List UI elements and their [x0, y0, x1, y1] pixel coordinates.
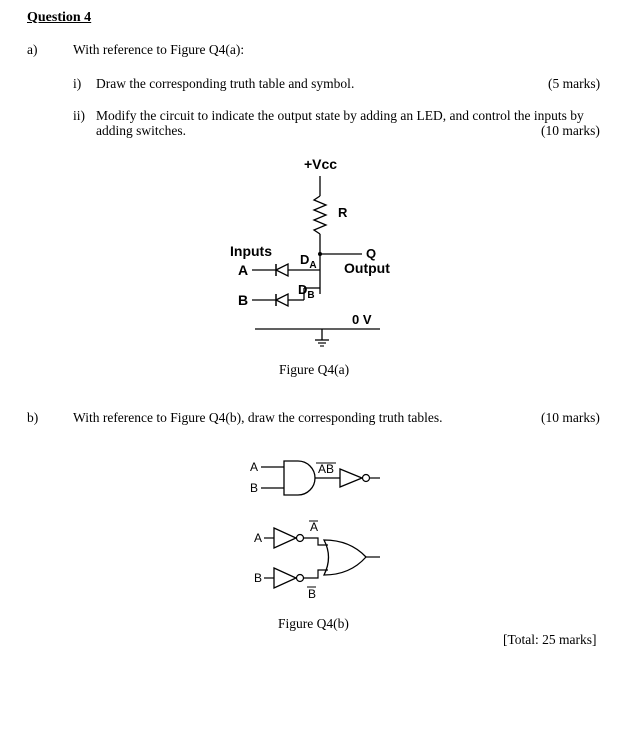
or-gate: [324, 540, 366, 575]
question-title: Question 4: [27, 10, 92, 25]
and-gate: [284, 461, 315, 495]
not-gate-a-bubble: [297, 535, 304, 542]
part-a-intro: With reference to Figure Q4(a):: [73, 42, 245, 57]
item-i-marks: (5 marks): [548, 76, 601, 91]
total-marks: [Total: 25 marks]: [503, 632, 597, 647]
part-b-label: b): [27, 410, 39, 425]
figure-q4a-caption: Figure Q4(a): [279, 362, 350, 377]
part-b-text: With reference to Figure Q4(b), draw the corresponding truth tables.: [73, 410, 443, 425]
resistor-label: R: [338, 205, 348, 220]
item-ii-text: Modify the circuit to indicate the output state by adding an LED, and control the inputs by: [96, 108, 584, 123]
part-a-label: a): [27, 42, 38, 57]
diode-a-letter: D: [300, 252, 310, 267]
figure-q4b-caption: Figure Q4(b): [278, 616, 349, 631]
gate2-input-a-label: A: [254, 531, 263, 545]
inputs-label: Inputs: [230, 243, 272, 259]
part-b-marks: (10 marks): [541, 410, 600, 425]
input-b-label: B: [238, 292, 249, 308]
output-label: Output: [344, 260, 390, 276]
not-gate-b: [274, 568, 296, 588]
not-gate-a: [274, 528, 296, 548]
and-output-label: AB: [318, 462, 335, 476]
not-gate-1: [340, 469, 362, 487]
gate2-input-b-label: B: [254, 571, 263, 585]
diode-b-subscript: B: [307, 290, 315, 301]
diode-b-letter: D: [298, 282, 308, 297]
not-a-label: A: [310, 520, 319, 534]
item-i-number: i): [73, 76, 82, 91]
output-q-label: Q: [366, 246, 377, 261]
input-a-label: A: [238, 262, 249, 278]
ground-label: 0 V: [352, 312, 372, 327]
gate1-input-b-label: B: [250, 481, 259, 495]
vcc-label: +Vcc: [304, 156, 338, 172]
gate1-input-a-label: A: [250, 460, 259, 474]
item-ii-number: ii): [73, 108, 85, 123]
item-i-text: Draw the corresponding truth table and symbol.: [96, 76, 355, 91]
not-gate-1-bubble: [363, 475, 370, 482]
not-b-label: B: [308, 587, 317, 601]
not-gate-b-bubble: [297, 575, 304, 582]
diode-a-subscript: A: [309, 260, 317, 271]
item-ii-text-continued: adding switches.: [96, 123, 186, 138]
item-ii-marks: (10 marks): [541, 123, 600, 138]
